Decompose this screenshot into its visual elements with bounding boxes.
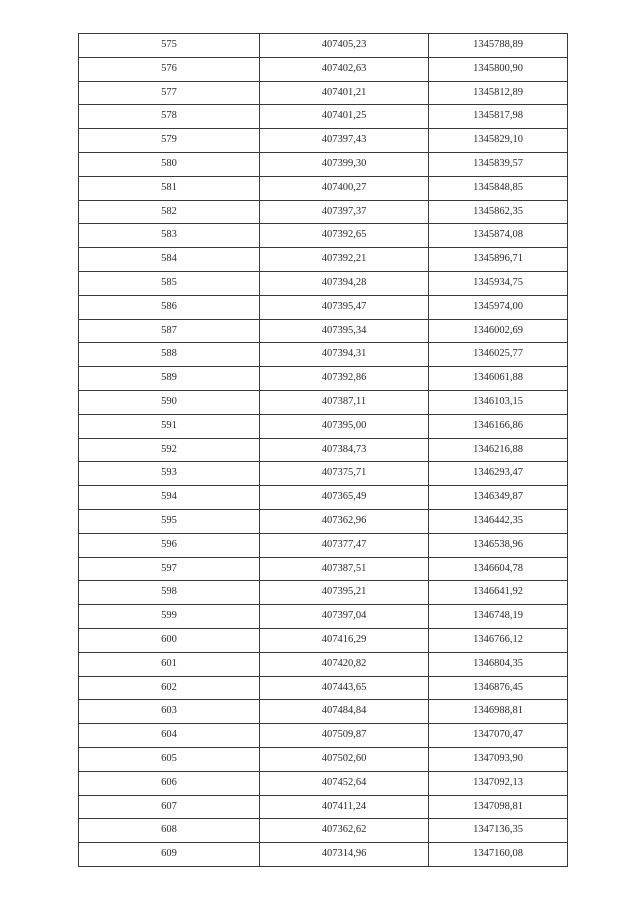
- x-coordinate-cell: 407362,96: [260, 509, 429, 533]
- y-coordinate-cell: 1347136,35: [429, 819, 568, 843]
- x-coordinate-cell: 407502,60: [260, 747, 429, 771]
- point-number-cell: 598: [79, 581, 260, 605]
- point-number-cell: 594: [79, 486, 260, 510]
- x-coordinate-cell: 407399,30: [260, 152, 429, 176]
- table-row: [79, 581, 568, 605]
- point-number-cell: 607: [79, 795, 260, 819]
- point-number-cell: 608: [79, 819, 260, 843]
- point-number-cell: 586: [79, 295, 260, 319]
- y-coordinate-cell: 1345974,00: [429, 295, 568, 319]
- x-coordinate-cell: 407387,11: [260, 390, 429, 414]
- point-number-cell: 579: [79, 129, 260, 153]
- table-row: [79, 367, 568, 391]
- table-row: [79, 819, 568, 843]
- table-row: [79, 105, 568, 129]
- y-coordinate-cell: 1346293,47: [429, 462, 568, 486]
- x-coordinate-cell: 407394,31: [260, 343, 429, 367]
- table-row: [79, 81, 568, 105]
- y-coordinate-cell: 1347160,08: [429, 843, 568, 867]
- table-row: [79, 34, 568, 58]
- x-coordinate-cell: 407509,87: [260, 724, 429, 748]
- x-coordinate-cell: 407387,51: [260, 557, 429, 581]
- point-number-cell: 590: [79, 390, 260, 414]
- x-coordinate-cell: 407365,49: [260, 486, 429, 510]
- point-number-cell: 589: [79, 367, 260, 391]
- x-coordinate-cell: 407397,04: [260, 605, 429, 629]
- table-row: [79, 343, 568, 367]
- y-coordinate-cell: 1346766,12: [429, 628, 568, 652]
- y-coordinate-cell: 1346061,88: [429, 367, 568, 391]
- point-number-cell: 580: [79, 152, 260, 176]
- table-row: [79, 747, 568, 771]
- y-coordinate-cell: 1346988,81: [429, 700, 568, 724]
- x-coordinate-cell: 407484,84: [260, 700, 429, 724]
- x-coordinate-cell: 407405,23: [260, 34, 429, 58]
- y-coordinate-cell: 1346804,35: [429, 652, 568, 676]
- x-coordinate-cell: 407314,96: [260, 843, 429, 867]
- coordinates-table-body: [79, 34, 568, 867]
- x-coordinate-cell: 407384,73: [260, 438, 429, 462]
- point-number-cell: 593: [79, 462, 260, 486]
- y-coordinate-cell: 1345812,89: [429, 81, 568, 105]
- point-number-cell: 577: [79, 81, 260, 105]
- y-coordinate-cell: 1347098,81: [429, 795, 568, 819]
- table-row: [79, 795, 568, 819]
- y-coordinate-cell: 1347093,90: [429, 747, 568, 771]
- y-coordinate-cell: 1346641,92: [429, 581, 568, 605]
- table-row: [79, 438, 568, 462]
- x-coordinate-cell: 407392,65: [260, 224, 429, 248]
- table-row: [79, 176, 568, 200]
- y-coordinate-cell: 1346216,88: [429, 438, 568, 462]
- x-coordinate-cell: 407395,34: [260, 319, 429, 343]
- coordinates-table: [78, 33, 568, 867]
- y-coordinate-cell: 1346538,96: [429, 533, 568, 557]
- point-number-cell: 604: [79, 724, 260, 748]
- y-coordinate-cell: 1347070,47: [429, 724, 568, 748]
- point-number-cell: 582: [79, 200, 260, 224]
- y-coordinate-cell: 1346876,45: [429, 676, 568, 700]
- y-coordinate-cell: 1345896,71: [429, 248, 568, 272]
- x-coordinate-cell: 407395,47: [260, 295, 429, 319]
- table-row: [79, 271, 568, 295]
- y-coordinate-cell: 1346604,78: [429, 557, 568, 581]
- y-coordinate-cell: 1345829,10: [429, 129, 568, 153]
- table-row: [79, 462, 568, 486]
- point-number-cell: 576: [79, 57, 260, 81]
- x-coordinate-cell: 407420,82: [260, 652, 429, 676]
- table-row: [79, 152, 568, 176]
- point-number-cell: 583: [79, 224, 260, 248]
- table-row: [79, 248, 568, 272]
- point-number-cell: 578: [79, 105, 260, 129]
- point-number-cell: 585: [79, 271, 260, 295]
- x-coordinate-cell: 407443,65: [260, 676, 429, 700]
- table-row: [79, 295, 568, 319]
- x-coordinate-cell: 407375,71: [260, 462, 429, 486]
- x-coordinate-cell: 407377,47: [260, 533, 429, 557]
- y-coordinate-cell: 1345839,57: [429, 152, 568, 176]
- point-number-cell: 600: [79, 628, 260, 652]
- y-coordinate-cell: 1345874,08: [429, 224, 568, 248]
- table-row: [79, 486, 568, 510]
- x-coordinate-cell: 407452,64: [260, 771, 429, 795]
- table-row: [79, 533, 568, 557]
- table-row: [79, 509, 568, 533]
- point-number-cell: 597: [79, 557, 260, 581]
- x-coordinate-cell: 407416,29: [260, 628, 429, 652]
- table-row: [79, 390, 568, 414]
- x-coordinate-cell: 407400,27: [260, 176, 429, 200]
- point-number-cell: 584: [79, 248, 260, 272]
- table-row: [79, 129, 568, 153]
- point-number-cell: 606: [79, 771, 260, 795]
- point-number-cell: 575: [79, 34, 260, 58]
- table-row: [79, 724, 568, 748]
- y-coordinate-cell: 1345788,89: [429, 34, 568, 58]
- y-coordinate-cell: 1345848,85: [429, 176, 568, 200]
- x-coordinate-cell: 407395,00: [260, 414, 429, 438]
- y-coordinate-cell: 1346103,15: [429, 390, 568, 414]
- point-number-cell: 609: [79, 843, 260, 867]
- table-row: [79, 414, 568, 438]
- point-number-cell: 605: [79, 747, 260, 771]
- y-coordinate-cell: 1346748,19: [429, 605, 568, 629]
- point-number-cell: 587: [79, 319, 260, 343]
- table-row: [79, 843, 568, 867]
- x-coordinate-cell: 407401,21: [260, 81, 429, 105]
- x-coordinate-cell: 407392,86: [260, 367, 429, 391]
- table-row: [79, 700, 568, 724]
- x-coordinate-cell: 407402,63: [260, 57, 429, 81]
- x-coordinate-cell: 407411,24: [260, 795, 429, 819]
- x-coordinate-cell: 407395,21: [260, 581, 429, 605]
- point-number-cell: 603: [79, 700, 260, 724]
- y-coordinate-cell: 1345862,35: [429, 200, 568, 224]
- x-coordinate-cell: 407401,25: [260, 105, 429, 129]
- y-coordinate-cell: 1346349,87: [429, 486, 568, 510]
- table-row: [79, 676, 568, 700]
- y-coordinate-cell: 1346166,86: [429, 414, 568, 438]
- y-coordinate-cell: 1347092,13: [429, 771, 568, 795]
- table-row: [79, 557, 568, 581]
- x-coordinate-cell: 407397,37: [260, 200, 429, 224]
- point-number-cell: 592: [79, 438, 260, 462]
- point-number-cell: 596: [79, 533, 260, 557]
- point-number-cell: 581: [79, 176, 260, 200]
- x-coordinate-cell: 407362,62: [260, 819, 429, 843]
- table-row: [79, 319, 568, 343]
- table-row: [79, 652, 568, 676]
- point-number-cell: 588: [79, 343, 260, 367]
- table-row: [79, 605, 568, 629]
- table-row: [79, 200, 568, 224]
- point-number-cell: 599: [79, 605, 260, 629]
- point-number-cell: 595: [79, 509, 260, 533]
- y-coordinate-cell: 1346442,35: [429, 509, 568, 533]
- point-number-cell: 601: [79, 652, 260, 676]
- y-coordinate-cell: 1346025,77: [429, 343, 568, 367]
- point-number-cell: 602: [79, 676, 260, 700]
- table-row: [79, 771, 568, 795]
- point-number-cell: 591: [79, 414, 260, 438]
- y-coordinate-cell: 1345817,98: [429, 105, 568, 129]
- y-coordinate-cell: 1345934,75: [429, 271, 568, 295]
- table-row: [79, 628, 568, 652]
- y-coordinate-cell: 1346002,69: [429, 319, 568, 343]
- x-coordinate-cell: 407397,43: [260, 129, 429, 153]
- x-coordinate-cell: 407394,28: [260, 271, 429, 295]
- table-row: [79, 57, 568, 81]
- x-coordinate-cell: 407392,21: [260, 248, 429, 272]
- y-coordinate-cell: 1345800,90: [429, 57, 568, 81]
- table-row: [79, 224, 568, 248]
